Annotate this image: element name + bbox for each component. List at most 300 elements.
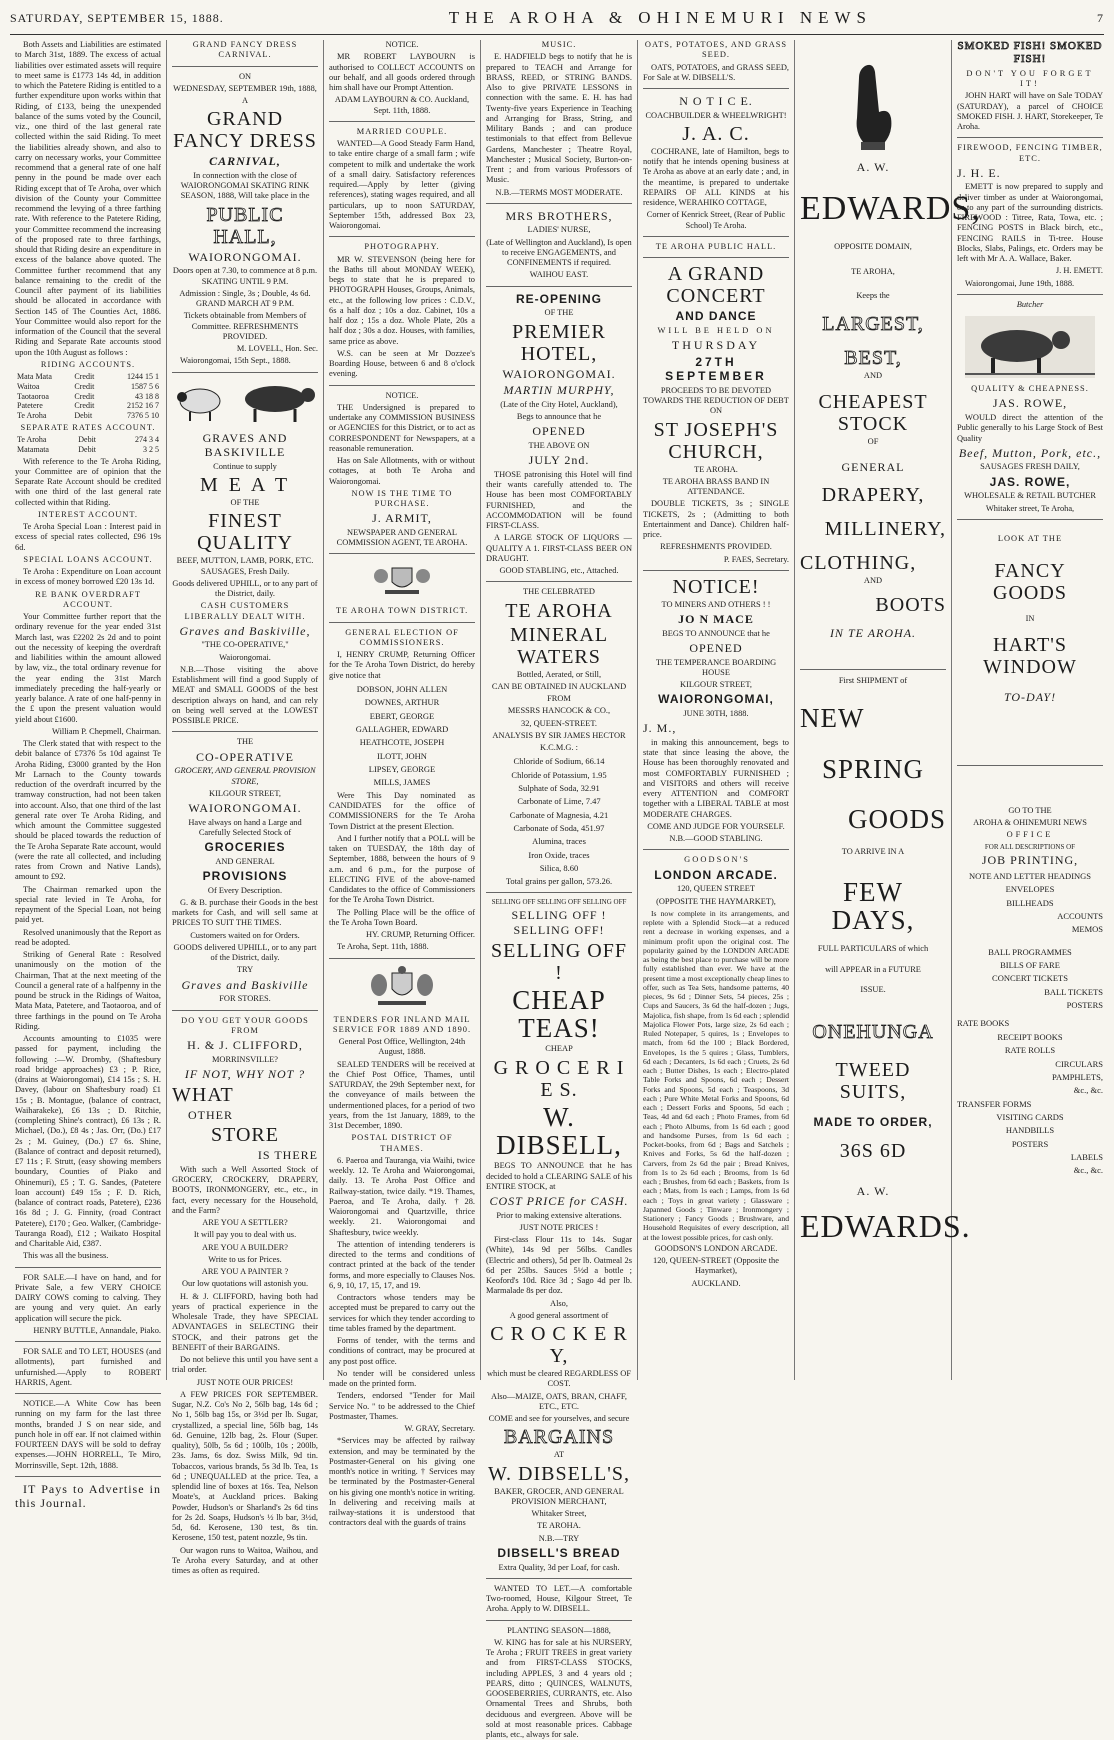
- column-7: [952, 40, 1108, 1380]
- column-divider: [486, 892, 632, 893]
- ad-text: IN: [1025, 614, 1035, 624]
- table-row: Taotaoroa Credit 43 18 8: [17, 391, 159, 401]
- column-divider: [329, 121, 475, 122]
- job-printing-title: JOB PRINTING,: [981, 853, 1079, 868]
- column-4: [481, 40, 638, 1739]
- column-divider: [329, 622, 475, 623]
- list-item: RATE BOOKS: [957, 1018, 1010, 1029]
- list-item: BILLS OF FARE: [1000, 960, 1060, 970]
- ad-text: JULY 2nd.: [528, 453, 590, 468]
- ad-text: REFRESHMENTS PROVIDED.: [660, 542, 772, 552]
- reopening-title: RE-OPENING: [515, 291, 602, 306]
- ad-text: The attention of intending tenderers is directed to the terms and conditions of contract printed at the back of the tender forms, and more especially to Clauses Nos. 6, 9, 10, 17, 15, 17, and 19.: [329, 1239, 475, 1290]
- column-divider: [486, 581, 632, 582]
- interest-heading: INTEREST ACCOUNT.: [38, 509, 138, 519]
- ad-text: will APPEAR in a FUTURE: [825, 964, 921, 974]
- list-item: Sulphate of Soda, 32.91: [518, 782, 600, 793]
- edwards-title: EDWARDS.: [800, 1208, 971, 1245]
- list-item: DOBSON, JOHN ALLEN: [356, 683, 448, 694]
- cattle-illustration: [957, 316, 1103, 378]
- ad-text: BEGS TO ANNOUNCE that he has decided to hold a CLEARING SALE of his ENTIRE STOCK, at: [486, 1161, 632, 1191]
- ad-text: Prior to making extensive alterations.: [496, 1210, 622, 1220]
- ad-text: TRY: [236, 965, 254, 975]
- separate-rates-heading: SEPARATE RATES ACCOUNT.: [20, 422, 156, 432]
- loans-heading: SPECIAL LOANS ACCOUNT.: [23, 554, 153, 564]
- dibsells-title: W. DIBSELL'S,: [488, 1462, 630, 1485]
- report-paragraph: Striking of General Rate : Resolved unanimously on the motion of the Chairman, That at the next meeting of the Council a general rate of a halfpenny in the pound be struck in the Ridings of Waitoa, Mata Mata, Patetere, and Taotaoroa, and of three farthings in the pound on Te Aroha Riding.: [15, 950, 161, 1031]
- column-divider: [486, 1578, 632, 1579]
- waiorongomai-title: WAIORONGOMAI,: [658, 692, 774, 707]
- groceries-title: GROCERIES: [204, 840, 286, 855]
- clifford-title: H. & J. CLIFFORD,: [187, 1038, 303, 1052]
- ad-text: Keeps the: [856, 290, 890, 300]
- ad-text: THURSDAY: [671, 338, 761, 352]
- riding-accounts-heading: RIDING ACCOUNTS.: [40, 359, 136, 369]
- crockery-title: C R O C K E R Y,: [490, 1323, 628, 1368]
- ad-text: H. & J. CLIFFORD, having both had years of practical experience in the Wholesale Trade, they have SPECIAL ADVANTAGES in SELECTING their STOCK, and their patrons get the BENEFIT of their BARGAINS.: [172, 1291, 318, 1352]
- column-divider: [15, 1393, 161, 1394]
- martin-murphy-title: MARTIN MURPHY,: [503, 383, 615, 398]
- carnival-title: GRAND FANCY DRESS: [173, 108, 317, 153]
- ad-text: N.B.—TRY: [538, 1533, 580, 1543]
- ad-text: A LARGE STOCK OF LIQUORS —QUALITY A 1. FIRST-CLASS BEER ON DRAUGHT.: [486, 533, 632, 563]
- st-josephs-title: ST JOSEPH'S CHURCH,: [653, 418, 779, 463]
- onehunga-title: ONEHUNGA: [812, 1021, 934, 1044]
- ad-text: AND: [863, 576, 883, 586]
- ad-text: GENERAL: [841, 459, 905, 474]
- ad-text: And I further notify that a POLL will be taken on TUESDAY, the 18th day of September, 1888, between the hours of 9 a.m. and 6 p.m., for the purpose of ELECTING FIVE of the above-named Candidates to the office of Commissioners for the Te Aroha Town District.: [329, 833, 475, 905]
- spring-title: SPRING: [821, 753, 925, 784]
- ad-text: Whitaker street, Te Aroha,: [985, 503, 1075, 513]
- list-item: ILOTT, JOHN: [377, 750, 427, 761]
- ad-text: Goods delivered UPHILL, or to any part of the District, daily.: [172, 578, 318, 598]
- carnival-heading: GRAND FANCY DRESS CARNIVAL.: [192, 40, 298, 60]
- ad-signature: W. GRAY, Secretary.: [404, 1424, 475, 1433]
- column-divider: [486, 1620, 632, 1621]
- list-item: HEATHCOTE, JOSEPH: [359, 737, 445, 748]
- beef-mutton-pork: Beef, Mutton, Pork, etc.,: [958, 445, 1102, 460]
- finest-quality-title: FINEST QUALITY: [197, 510, 293, 555]
- list-item: VISITING CARDS: [996, 1111, 1064, 1122]
- table-row: Te Aroha Debit 7376 5 10: [17, 411, 159, 420]
- list-item: &c., &c.: [1073, 1165, 1103, 1176]
- ad-text: BEEF, MUTTON, LAMB, PORK, ETC. SAUSAGES, Fresh Daily.: [176, 556, 314, 576]
- ad-text: COACHBUILDER & WHEELWRIGHT!: [645, 110, 787, 120]
- millinery-title: MILLINERY,: [824, 518, 946, 541]
- today-title: TO-DAY!: [1003, 690, 1057, 705]
- ad-text: Continue to supply: [213, 461, 277, 471]
- list-item: POSTERS: [1066, 1000, 1103, 1011]
- ad-text: Also—MAIZE, OATS, BRAN, CHAFF, ETC., ETC.: [491, 1391, 627, 1411]
- ad-text: THOSE patronising this Hotel will find their wants carefully attended to. The House has been most COMFORTABLY FURNISHED, and the ACCOMMODATION will be found FIRST-CLASS.: [486, 469, 632, 530]
- ad-text: Our wagon runs to Waitoa, Waihou, and Te Aroha every Saturday, and at other times as often as required.: [172, 1545, 318, 1575]
- analysis-list: [486, 756, 632, 887]
- ad-text: JUNE 30TH, 1888.: [683, 709, 749, 718]
- column-divider: [486, 286, 632, 287]
- list-item: Chloride of Potassium, 1.95: [511, 769, 607, 780]
- ad-text: N.B.—GOOD STABLING.: [669, 834, 763, 844]
- column-divider: [172, 1010, 318, 1011]
- column-divider: [957, 294, 1103, 295]
- ad-text: TE AROHA,: [851, 266, 895, 276]
- cheap-teas-title: CHEAP TEAS!: [512, 984, 606, 1043]
- table-row: Waitoa Credit 1587 5 6: [17, 381, 159, 391]
- ad-text: A good general assortment of: [509, 1310, 609, 1320]
- column-3: [324, 40, 481, 1528]
- coat-of-arms-illustration: [329, 560, 475, 600]
- what-title: WHAT: [172, 1083, 234, 1106]
- ad-text: LADIES' NURSE,: [527, 225, 591, 235]
- ad-text: SELLING OFF ! SELLING OFF!: [511, 908, 607, 937]
- dibsell-title: W. DIBSELL,: [496, 1101, 622, 1160]
- header-rule: [10, 34, 1104, 35]
- list-item: Iron Oxide, traces: [528, 849, 590, 860]
- notice-big-title: NOTICE!: [672, 575, 760, 598]
- meat-title: M E A T: [199, 474, 291, 496]
- married-couple-heading: MARRIED COUPLE.: [356, 126, 448, 136]
- list-item: RATE ROLLS: [1004, 1045, 1056, 1056]
- page-header: [10, 2, 1104, 34]
- column-divider: [15, 1341, 161, 1342]
- notice-heading: N O T I C E.: [679, 94, 753, 108]
- boots-title: BOOTS: [875, 594, 946, 617]
- news-office-title: AROHA & OHINEMURI NEWS: [973, 818, 1087, 828]
- cattle-icon: [965, 316, 1095, 378]
- opened-title: OPENED: [689, 641, 743, 655]
- table-row: Te Aroha Debit 274 3 4: [17, 435, 159, 444]
- ad-text: Te Aroha, Sept. 11th, 1888.: [337, 942, 429, 952]
- clothing-title: CLOTHING,: [800, 552, 917, 575]
- ad-text: ON: [238, 71, 252, 81]
- ad-text: Customers waited on for Orders.: [190, 930, 300, 940]
- ad-text: In connection with the close of WAIORONGOMAI SKATING RINK SEASON, 1888, Will take place in the: [180, 170, 310, 201]
- store-title: STORE: [211, 1124, 279, 1147]
- town-district-heading: TE AROHA TOWN DISTRICT.: [335, 606, 469, 616]
- ad-text: AND: [863, 371, 883, 381]
- provisions-title: PROVISIONS: [202, 869, 288, 883]
- music-heading: MUSIC.: [541, 40, 577, 49]
- ad-text: WANTED—A Good Steady Farm Hand, to take entire charge of a small farm ; wife competent to milk and undertake the work of a small dairy. Satisfactory references required.—Apply by letter (giving references), stating wages required, and all particulars, up to noon SATURDAY, September 15th, addressed Box 23, Waiorongomai.: [329, 139, 475, 230]
- edwards-title: EDWARDS,: [800, 189, 981, 227]
- column-divider: [172, 731, 318, 732]
- ad-signature: HY. CRUMP, Returning Officer.: [365, 930, 475, 939]
- report-paragraph: This was all the business.: [23, 1251, 109, 1261]
- ad-white-cow: NOTICE.—A White Cow has been running on my farm for the last three months, branded J S on near side, and punch hole in off ear. If not claimed within FOURTEEN DAYS will be sold to defray expenses.—JOHN HORRELL, Te Miro, Morrinsville, Sept. 12th, 1888.: [15, 1399, 161, 1470]
- ad-text: which must be cleared REGARDLESS OF COST.: [487, 1369, 631, 1389]
- coat-of-arms-icon: [374, 568, 430, 594]
- ad-text: I, HENRY CRUMP, Returning Officer for the Te Aroha Town District, do hereby give notice that: [329, 650, 475, 680]
- ad-text: Waiorongomai, 15th Sept., 1888.: [180, 356, 291, 366]
- election-heading: GENERAL ELECTION OF COMMISSIONERS.: [345, 627, 459, 647]
- list-item: RECEIPT BOOKS: [997, 1031, 1063, 1042]
- column-2: [167, 40, 324, 1575]
- mace-title: JO N MACE: [678, 612, 754, 627]
- ad-text: E. HADFIELD begs to notify that he is prepared to TEACH and Arrange for BRASS, REED, or STRING BANDS. Also to give PRIVATE LESSONS in connection with the same. E. H. has had Twenty-five years Experience in Teaching and Arranging for Brass, String, and Military Bands ; and can produce testimonials to that effect from Bellevue Gardens, Manchester ; Theatre Royal, Manchester ; Musical Society, Burton-on-Trent ; and from various Professors of Music.: [486, 52, 632, 185]
- list-item: Total grains per gallon, 573.26.: [505, 876, 613, 887]
- ad-text: Contractors whose tenders may be accepted must be prepared to carry out the services for which they tender according to time tables framed by the department.: [329, 1293, 475, 1333]
- ad-text: WILL BE HELD ON: [657, 325, 775, 335]
- ad-text: ARE YOU A SETTLER?: [202, 1218, 288, 1227]
- ad-text: Whitaker Street,: [531, 1509, 587, 1519]
- grand-concert-title: A GRAND CONCERT: [666, 263, 766, 308]
- other-title: OTHER: [188, 1107, 233, 1122]
- ad-text: OF: [867, 437, 879, 447]
- carnival-date: WEDNESDAY, SEPTEMBER 19th, 1888,: [173, 83, 317, 93]
- report-paragraph: Te Aroha : Expenditure on Loan account in excess of money borrowed £20 13s 1d.: [15, 567, 161, 587]
- ad-text: DO YOU GET YOUR GOODS FROM: [181, 1015, 309, 1035]
- few-days-title: FEW DAYS,: [831, 876, 915, 935]
- public-hall-heading: TE AROHA PUBLIC HALL.: [655, 241, 777, 251]
- ad-text: A. W.: [856, 160, 890, 174]
- armit-name: J. ARMIT,: [372, 511, 432, 526]
- ad-text: Has on Sale Allotments, with or without cottages, at both Te Aroha and Waiorongomai.: [329, 456, 475, 486]
- ad-text: PROCEEDS TO BE DEVOTED TOWARDS THE REDUCTION OF DEBT ON: [643, 385, 789, 416]
- cost-price-title: COST PRICE for CASH.: [489, 1194, 629, 1208]
- graves-baskiville-script: Graves and Baskiville: [181, 977, 309, 992]
- column-divider: [643, 88, 789, 89]
- list-item: PAMPHLETS,: [1052, 1071, 1103, 1082]
- list-item: ACCOUNTS: [1057, 910, 1103, 921]
- list-item: Carbonate of Lime, 7.47: [517, 796, 601, 807]
- ad-text: KILGOUR STREET,: [209, 788, 281, 798]
- ad-text: Bottled, Aerated, or Still,: [516, 669, 602, 679]
- ad-text: WOULD direct the attention of the Public generally to his Large Stock of Best Quality: [957, 413, 1103, 443]
- ad-signature: HENRY BUTTLE, Annandale, Piako.: [33, 1325, 161, 1335]
- te-aroha-title: TE AROHA: [505, 599, 613, 622]
- ad-text: Of Every Description.: [207, 885, 283, 895]
- ad-text: No tender will be considered unless made on the printed form.: [329, 1368, 475, 1388]
- ad-text: Tickets obtainable from Members of Committee. REFRESHMENTS PROVIDED.: [183, 311, 307, 341]
- ad-text: Corner of Kenrick Street, (Rear of Public School) Te Aroha.: [646, 210, 786, 230]
- ad-text: LOOK AT THE: [997, 533, 1063, 543]
- list-item: CIRCULARS: [1055, 1058, 1103, 1069]
- ad-text: FOR ALL DESCRIPTIONS OF: [984, 842, 1076, 851]
- ad-text: Begs to announce that he: [516, 412, 602, 421]
- column-divider: [172, 372, 318, 373]
- column-divider: [329, 553, 475, 554]
- goods-title: GOODS: [847, 804, 946, 834]
- ad-text: K.C.M.G. :: [540, 743, 578, 752]
- ad-text: COCHRANE, late of Hamilton, begs to notify that he intends opening business at Te Aroha as above at an early date ; and, in the meantime, is prepared to undertake REPAIRS OF ALL KINDS at his residence, WERAHIKO COTTAGE,: [643, 146, 789, 208]
- drapery-title: DRAPERY,: [821, 484, 925, 507]
- ad-text: MESSRS HANCOCK & CO.,: [507, 706, 611, 716]
- report-paragraph: Resolved unanimously that the Report as read be adopted.: [15, 927, 161, 947]
- ad-text: (Late of Wellington and Auckland), Is open to receive ENGAGEMENTS, and CONFINEMENTS if required.: [486, 237, 632, 268]
- opened-title: OPENED: [532, 424, 586, 439]
- ad-signature: J. H. EMETT.: [1055, 266, 1103, 276]
- ad-text: ARE YOU A PAINTER ?: [201, 1267, 289, 1276]
- ad-text: CAN BE OBTAINED IN AUCKLAND: [491, 681, 627, 691]
- groceries-title: G R O C E R I E S.: [493, 1056, 625, 1101]
- ad-text: The Polling Place will be the office of the Te Aroha Town Board.: [329, 907, 475, 927]
- ad-text: First SHIPMENT of: [838, 676, 908, 686]
- notice-heading: NOTICE.: [385, 40, 419, 49]
- ad-text: OFFICE: [1006, 830, 1054, 840]
- table-row: Patetere Credit 2152 16 7: [17, 401, 159, 411]
- ad-text: Is now complete in its arrangements, and replete with a Splendid Stock—at a reduced rent a decrease in working expenses, and a minimum profit upon the original cost. The popularity gained by the LONDON ARCADE as being the best place to purchase will be more fully established than ever. We have at the present time a most exceptionally cheap lines to offer, such as Tea Sets, handsome patterns, 40 pieces, 9s 6d ; Dinner Sets, 54 pieces, 25s ; Cups and Saucers, 3s 6d the half-dozen ; Jugs, Majolica, fish shape, from 1s 6d each ; splendid Majolica Flower Pots, large size, 2s 6d each ; Ruled Notepaper, 5 quires, 1s ; Envelopes to match, from 6d the 100 ; Black Bordered, Envelopes, 1s the 5 quires ; Glass, Tumblers, 6d each ; Decanters, 1s 6d each ; Cruets, 2s 6d each ; Butter Dishes, 1s each ; Electro-plated Table Forks and Spoons, 6d each ; Dessert Forks and Spoons, 5d each ; Teaspoons, 3d each ; Pure White Metal Forks and Spoons, 6d each ; Dessert Forks and Spoons, 5d each ; Teas, 4d and 6d each ; Photo Frames, from 6d each ; Photo Albums, from 1s 6d each ; good and handsome Purses, from 1s 6d each ; Pocket-books, from 6d ; Bags and Satchels ; Knives and Forks, 5s 6d the half-dozen ; Carvers, from 2s 6d the pair ; Bread Knives, from 1s to 2s 6d each ; Brooms, from 1s 6d each ; Brushes, from 6d each ; Baskets, from 1s each ; Mats, from 1s each ; Lamps, from 1s 6d each ; Toys in great variety ; Glassware ; Japanned Goods ; Tinware ; Ironmongery ; Stationery ; Fancy Goods ; Brushware, and Household Requisites of every description, all at the lowest possible prices, for cash only.: [643, 908, 789, 1242]
- report-paragraph: Te Aroha Special Loan : Interest paid in excess of special rates collected, £96 19s 6d.: [15, 522, 161, 552]
- ad-text: NEWSPAPER AND GENERAL COMMISSION AGENT, TE AROHA.: [336, 527, 468, 548]
- list-item: EBERT, GEORGE: [369, 710, 435, 721]
- carnival-word: CARNIVAL,: [209, 154, 281, 169]
- price-list: First-class Flour 11s to 14s. Sugar (White), 14s 9d per 56lbs. Candles (Electric and others), 5d per lb. Oatmeal 2s 6d per 25lbs. Sauces 5½d a bottle ; Keoford's 10d. Rice 3d ; Sago 4d per lb. Marmalade 8s per doz.: [486, 1235, 632, 1296]
- ad-text: CHEAP: [545, 1044, 573, 1054]
- ad-text: FROM: [547, 694, 571, 703]
- list-item: BALL TICKETS: [1044, 986, 1103, 997]
- list-item: TRANSFER FORMS: [957, 1098, 1032, 1109]
- premier-place: WAIORONGOMAI.: [502, 366, 616, 381]
- ad-text: DOUBLE TICKETS, 3s ; SINGLE TICKETS, 2s ; (Admitting to both Entertainment and Dance). Children half-price.: [643, 499, 789, 540]
- report-paragraph: Accounts amounting to £1035 were passed for payment, including the following :—W. Dromby, (Shaftesbury road bridge approaches) £3 ; P. Rice, (drains at Waiorongomai), £14 15s ; S. H. Davey, (labour on Shaftesbury road) £1 15s ; B. Montague, (balance of contract, Waiharakeke), £6 13s ; D. Ritchie, (completing Shine's contract), £6 13s ; R. Michael, (Do.), £8 4s ; Jas. Orr, (Do.) £17 2s ; M. Guiney, (Do.) £7 6s. Shine, (Balance of contract and deposit returned), £7 11s ; F. Strutt, (easy showing members boundary, Counties of Piako and Ohinemuri), £5 ; T. G. Sandes, (Patetere loan account) £49 15s ; F. D. Rich, (balance of contract roads, Patetere), £236 16s 8d ; J. G. Finnity, (road Contract Patetere), £170 ; Geo. Walker, (Cambridge-Tauranga Road), £12 ; Waikato Hospital and Charitable Aid, £387.: [15, 1034, 161, 1248]
- list-item: POSTERS: [1011, 1138, 1049, 1149]
- report-signature: William P. Chepmell, Chairman.: [52, 726, 161, 736]
- and-dance-title: AND DANCE: [675, 309, 757, 324]
- premier-hotel-title: PREMIER HOTEL,: [512, 320, 606, 365]
- best-title: BEST,: [844, 347, 902, 370]
- firewood-heading: FIREWOOD, FENCING TIMBER, ETC.: [957, 143, 1103, 163]
- fancy-goods-title: FANCY GOODS: [993, 560, 1067, 605]
- ad-text: TE AROHA.: [537, 1521, 581, 1531]
- column-divider: [800, 669, 946, 670]
- column-divider: [329, 958, 475, 959]
- column-divider: [15, 1476, 161, 1477]
- report-paragraph: The Chairman remarked upon the special rate levied in Te Aroha, for repayment of the Special Loan, not being paid yet.: [15, 884, 161, 925]
- selling-off-title: SELLING OFF !: [490, 939, 627, 984]
- ad-text: BEGS TO ANNOUNCE that he: [662, 628, 770, 638]
- harts-window-title: HART'S WINDOW: [983, 634, 1077, 679]
- list-item: Alumina, traces: [532, 836, 586, 847]
- royal-arms-illustration: [329, 965, 475, 1009]
- ad-text: W. KING has for sale at his NURSERY, Te Aroha ; FRUIT TREES in great variety and from FIRST-CLASS STOCKS, including APPLES, 3 and 4 years old ; PEARS, ditto ; QUINCES, WALNUTS, GOOSEBERRIES, CURRANTS, etc. Also Ornamental Trees and Shrubs, both deciduous and evergreen. Above will be sold at most reasonable prices. Cabbage plants, etc., always for sale.: [486, 1637, 632, 1739]
- dibsells-bread-title: DIBSELL'S BREAD: [497, 1545, 621, 1560]
- column-1: [10, 40, 167, 1511]
- list-item: BALL PROGRAMMES: [988, 946, 1072, 957]
- ad-text: NOW IS THE TIME TO PURCHASE.: [351, 488, 453, 508]
- list-item: Carbonate of Soda, 451.97: [513, 823, 605, 834]
- ad-text: TE AROHA.: [694, 464, 738, 474]
- ad-text: With such a Well Assorted Stock of GROCERY, CROCKERY, DRAPERY, BOOTS, IRONMONGERY, etc., etc., in fact, every necessary for the Household, and the Farm?: [172, 1164, 318, 1215]
- list-item: Silica, 8.60: [539, 863, 579, 874]
- ad-text: (Late of the City Hotel, Auckland),: [500, 399, 618, 409]
- ad-text: General Post Office, Wellington, 24th August, 1888.: [338, 1037, 466, 1057]
- column-divider: [329, 236, 475, 237]
- column-divider: [643, 236, 789, 237]
- column-divider: [329, 385, 475, 386]
- column-divider: [643, 849, 789, 850]
- ad-text: GO TO THE: [1008, 805, 1052, 815]
- list-item: Carbonate of Magnesia, 4.21: [509, 809, 609, 820]
- ad-text: (OPPOSITE THE HAYMARKET),: [656, 896, 776, 906]
- bargains-title: BARGAINS: [503, 1426, 615, 1449]
- ad-text: ARE YOU A BUILDER?: [202, 1242, 288, 1252]
- graves-baskiville-script: Graves and Baskiville,: [179, 623, 311, 638]
- sheep-icon: [177, 389, 220, 421]
- ad-text: N.B.—Those visiting the above Establishment will find a good Supply of MEAT and SMALL GOODS of the best description always on hand, and can rely on being well served at the LOWEST POSSIBLE PRICE.: [172, 664, 318, 726]
- if-not-why-not: IF NOT, WHY NOT ?: [184, 1066, 306, 1081]
- emett-initials: J. H. E.: [957, 165, 1001, 180]
- ad-text: Tenders, endorsed "Tender for Mail Service No. " to be addressed to the Chief Postmaster, Thames.: [329, 1391, 475, 1421]
- ad-text: SEALED TENDERS will be received at the Chief Post Office, Thames, until SATURDAY, the 29th September next, for the conveyance of mails between the undermentioned places, for a period of two years, from the 1st January, 1889, to the 31st December, 1890.: [329, 1059, 475, 1130]
- overdraft-heading: RE BANK OVERDRAFT ACCOUNT.: [35, 589, 141, 609]
- ad-text: SAUSAGES FRESH DAILY,: [980, 462, 1080, 472]
- list-item: MILLS, JAMES: [373, 777, 431, 788]
- tweed-suits-title: TWEED SUITS,: [835, 1059, 911, 1104]
- ad-pays-to-advertise: IT Pays to Advertise in this Journal.: [15, 1481, 161, 1511]
- printing-services-list: [957, 871, 1103, 1176]
- ad-text: in making this announcement, begs to state that since leasing the above, the House has been thoroughly renovated and most COMFORTABLY FURNISHED ; and VISITORS and others will receive every ATTENTION and COMFORT together with a LIBERAL TABLE at most MODERATE CHARGES.: [643, 737, 789, 819]
- table-row: Mata Mata Credit 1244 15 1: [17, 372, 159, 381]
- planting-heading: PLANTING SEASON—1888,: [507, 1625, 611, 1635]
- ad-text: TE AROHA BRASS BAND IN ATTENDANCE.: [662, 476, 770, 497]
- nurse-name: MRS BROTHERS,: [505, 208, 613, 223]
- ad-text: Write to us for Prices.: [208, 1254, 282, 1264]
- ad-text: Do not believe this until you have sent a trial order.: [172, 1355, 318, 1375]
- ad-text: Admission : Single, 3s ; Double, 4s 6d. GRAND MARCH AT 9 P.M.: [179, 288, 311, 308]
- ad-text: G. & B. purchase their Goods in the best markets for Cash, and will sell same at PRICES TO SUIT THE TIMES.: [172, 897, 318, 928]
- list-item: HANDBILLS: [1005, 1125, 1055, 1136]
- graves-baskiville-names: GRAVES AND BASKIVILLE: [202, 430, 288, 460]
- mineral-waters-title: MINERAL WATERS: [509, 623, 609, 668]
- ad-text: POSTAL DISTRICT OF THAMES.: [351, 1133, 453, 1153]
- report-paragraph: With reference to the Te Aroha Riding, your Committee are of opinion that the Separate Rate Account should be credited with one third of the last general rate collected within that Riding.: [15, 456, 161, 507]
- ad-text: JUST NOTE PRICES !: [519, 1222, 599, 1232]
- notice-heading: NOTICE.: [385, 390, 419, 400]
- cooperative-title: CO-OPERATIVE: [196, 749, 294, 764]
- photography-heading: PHOTOGRAPHY.: [364, 242, 440, 252]
- suit-price: 36S 6D: [839, 1139, 907, 1162]
- ad-text: GOOD STABLING, etc., Attached.: [499, 566, 619, 575]
- ad-text: OATS, POTATOES, and GRASS SEED, For Sale at W. DIBSELL'S.: [643, 62, 789, 82]
- pointing-hand-illustration: [800, 62, 946, 152]
- candidate-list: [329, 684, 475, 788]
- new-title: NEW: [800, 703, 865, 734]
- ad-text: 120, QUEEN STREET: [677, 884, 755, 894]
- price-list: A FEW PRICES FOR SEPTEMBER. Sugar, N.Z. Co's No 2, 56lb bag, 14s 6d ; No 1, 56lb bag 15s, or 3½d per lb. Sugar, crystallized, a special line, 56lb bag, 14s 6d. Genuine, 12lb bag, 2s. Flour (Super. quality), 50lb, 5s 6d ; 100lb, 10s ; 200lb, 23s. Jams, 6s doz. Swiss Milk, 9d tin. Tobaccos, various brands, 5s 3d lb. Tea, 1s 6d ; UNEQUALLED at the price. Tea, a splendid line of boxes at 16s. Tea, Nelson Moate's, at Auckland prices. Baking Powder, Hudson's or Sharland's 2s 6d tins for 2s 2d. Soaps, Hudson's ½ lb bar, 3½d, 5d, 6d. Kerosene, 130 test, 8s tin. Kerosene, 150 test, patent nozzle, 9s tin.: [172, 1389, 318, 1543]
- newspaper-page: [10, 40, 1108, 1739]
- ad-text: Have always on hand a Large and Carefully Selected Stock of: [188, 817, 302, 837]
- list-item: DOWNES, ARTHUR: [364, 697, 440, 708]
- list-item: GALLAGHER, EDWARD: [355, 723, 449, 734]
- ad-text: Extra Quality, 3d per Loaf, for cash.: [498, 1562, 620, 1572]
- pointing-hand-icon: [857, 65, 892, 150]
- list-item: MEMOS: [1071, 924, 1103, 935]
- ad-text: THE: [236, 737, 254, 747]
- ad-text: EMETT is now prepared to supply and deliver timber as under at Waiorongomai, or to any part of the surrounding districts. FIREWOOD : Titree, Rata, Towa, etc. ; FENCING POSTS in Black birch, etc., FENCING RAILS in Ti-tree. House Blocks, Slabs, Palings, etc. Orders may be left with Mr A. A. Wallace, Baker.: [957, 182, 1103, 264]
- ad-text: Waiorongomai.: [219, 652, 271, 662]
- ad-text: THE ABOVE ON: [528, 440, 590, 450]
- rowe-name: JAS. ROWE,: [992, 396, 1068, 411]
- mail-routes: 6. Paeroa and Tauranga, via Waihi, twice weekly. 12. Te Aroha and Waiorongomai, daily. 13. Te Aroha Post Office and Railway-station, twice daily. *19. Thames, Paeroa, and Te Aroha, daily. †28. Waiorongomai and Quartzville, thrice weekly. 21. Waiorongomai and Shaftesbury, twice weekly.: [329, 1155, 475, 1237]
- ad-text: THE CELEBRATED: [523, 587, 595, 597]
- made-to-order-title: MADE TO ORDER,: [813, 1115, 933, 1130]
- report-paragraph: The Clerk stated that with respect to the debit balance of £7376 5s 10d against Te Aroha Riding, £3000 granted by the Hon Mr Larnach to the County towards reduction of the overdraft incurred by the tramway construction, had not been taken into account. Also, that one third of the last general rate over Te Aroha Riding, and which amount the Committee suggested should be placed towards the reduction of the Te Aroha Separate Rate account, would (were the rate all collected, and including rates from Crown and Native Lands), amount to £92.: [15, 739, 161, 882]
- ad-text: TO MINERS AND OTHERS ! !: [661, 599, 771, 609]
- ad-text: GROCERY, AND GENERAL PROVISION STORE,: [174, 766, 316, 786]
- cochrane-initials: J. A. C.: [682, 122, 750, 145]
- column-divider: [957, 137, 1103, 138]
- ad-houses: FOR SALE and TO LET, HOUSES (and allotments), part furnished and unfurnished.—Apply to ROBERT HARRIS, Agent.: [15, 1347, 161, 1387]
- riding-accounts-table: [15, 372, 161, 421]
- ad-text: A. W.: [856, 1183, 890, 1198]
- bull-icon: [245, 386, 315, 422]
- largest-title: LARGEST,: [822, 313, 924, 336]
- ad-text: DON'T YOU FORGET IT!: [966, 68, 1094, 89]
- waiorongomai-title: WAIORONGOMAI.: [188, 801, 302, 815]
- committee-report-intro: Both Assets and Liabilities are estimated to March 31st, 1889. The excess of actual liabilities over estimated assets will require to meet same is £1773 14s 4d, in addition to which the Patetere Riding is entitled to a further expenditure upon works within that Riding, of £133, being the unexpended balance of the sums voted by the Council, viz., one third of the last general rate collected within the said Riding. To meet the liabilities already shown, and also to carry on necessary works, your Committee recommend that a general rate of one half penny in the pound be made over each Riding except that of Te Aroha, over which division of the County your Committee recommend the levying of a three farthing rate. With reference to the Patetere Riding, your Committee recommend the increasing of the proposed rate to three farthings, should that Riding desire an expenditure in excess of the balance above quoted. The Committee further recommend that any balance remaining to the credit of the Council after payment of its liabilities should be allocated in accordance with Section 145 of The Counties Act, 1886. Your Committee would also report for the information of the Council that the several Riding and Separate Rate accounts stood upon the 10th August as follows :: [15, 40, 161, 357]
- ad-text: WAIHOU EAST.: [529, 270, 589, 280]
- london-arcade-title: LONDON ARCADE.: [654, 867, 778, 882]
- ad-text: FOR STORES.: [219, 994, 271, 1004]
